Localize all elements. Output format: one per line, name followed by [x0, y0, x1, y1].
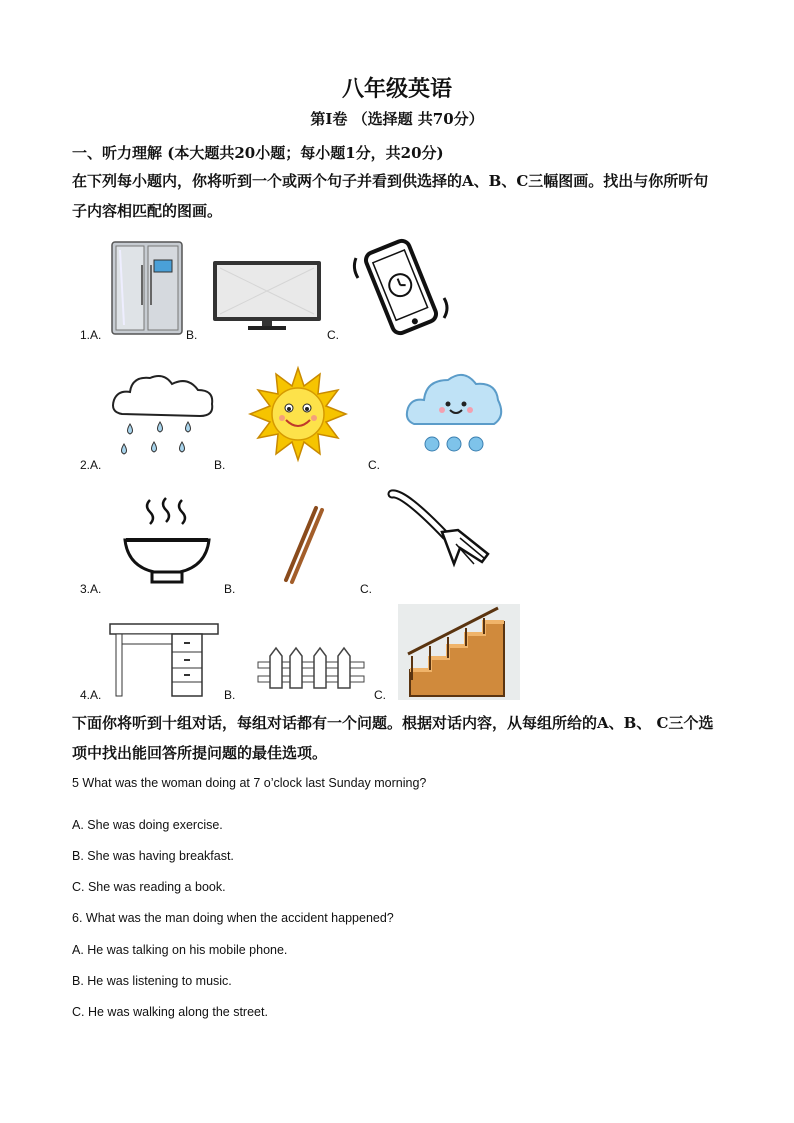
q4-label-c: C.: [374, 688, 386, 702]
section2-instruction: 下面你将听到十组对话，每组对话都有一个问题。根据对话内容，从每组所给的A、B、 C三个选项中找出能回答所提问题的最佳选项。: [72, 714, 714, 762]
q5-option-a[interactable]: A. She was doing exercise.: [72, 818, 223, 832]
q1-label-b: B.: [186, 328, 198, 342]
q5-stem: 5 What was the woman doing at 7 o’clock last Sunday morning?: [72, 776, 427, 790]
q3-label-a: 3.A.: [80, 582, 102, 596]
snow-cloud-icon: [404, 366, 504, 458]
q5-option-c[interactable]: C. She was reading a book.: [72, 880, 226, 894]
q2-label-c: C.: [368, 458, 380, 472]
stairs-icon: [398, 604, 520, 700]
q6-stem: 6. What was the man doing when the accident happened?: [72, 911, 394, 925]
q1-label-a: 1.A.: [80, 328, 102, 342]
section-heading: 一、听力理解 (本大题共20小题；每小题1分，共20分): [72, 144, 444, 162]
q6-option-b[interactable]: B. He was listening to music.: [72, 974, 232, 988]
sun-icon: [246, 366, 350, 460]
tv-icon: [212, 260, 322, 332]
phone-alarm-icon: [352, 238, 450, 336]
q4-label-b: B.: [224, 688, 236, 702]
fork-icon: [386, 488, 496, 572]
q2-label-b: B.: [214, 458, 226, 472]
rain-cloud-icon: [108, 372, 218, 464]
page-title: 八年级英语: [341, 76, 452, 102]
q5-option-b[interactable]: B. She was having breakfast.: [72, 849, 234, 863]
q1-label-c: C.: [327, 328, 339, 342]
paper-subtitle: 第Ⅰ卷 （选择题 共70分）: [310, 110, 484, 128]
q2-label-a: 2.A.: [80, 458, 102, 472]
q6-option-a[interactable]: A. He was talking on his mobile phone.: [72, 943, 288, 957]
bowl-icon: [122, 496, 212, 586]
q3-label-c: C.: [360, 582, 372, 596]
section-instruction: 在下列每小题内，你将听到一个或两个句子并看到供选择的A、B、C三幅图画。找出与你所听句子内容相匹配的图画。: [72, 172, 709, 220]
chopsticks-icon: [282, 506, 326, 584]
fence-icon: [256, 646, 366, 692]
q3-label-b: B.: [224, 582, 236, 596]
refrigerator-icon: [110, 240, 184, 336]
desk-icon: [108, 622, 220, 698]
q6-option-c[interactable]: C. He was walking along the street.: [72, 1005, 268, 1019]
q4-label-a: 4.A.: [80, 688, 102, 702]
